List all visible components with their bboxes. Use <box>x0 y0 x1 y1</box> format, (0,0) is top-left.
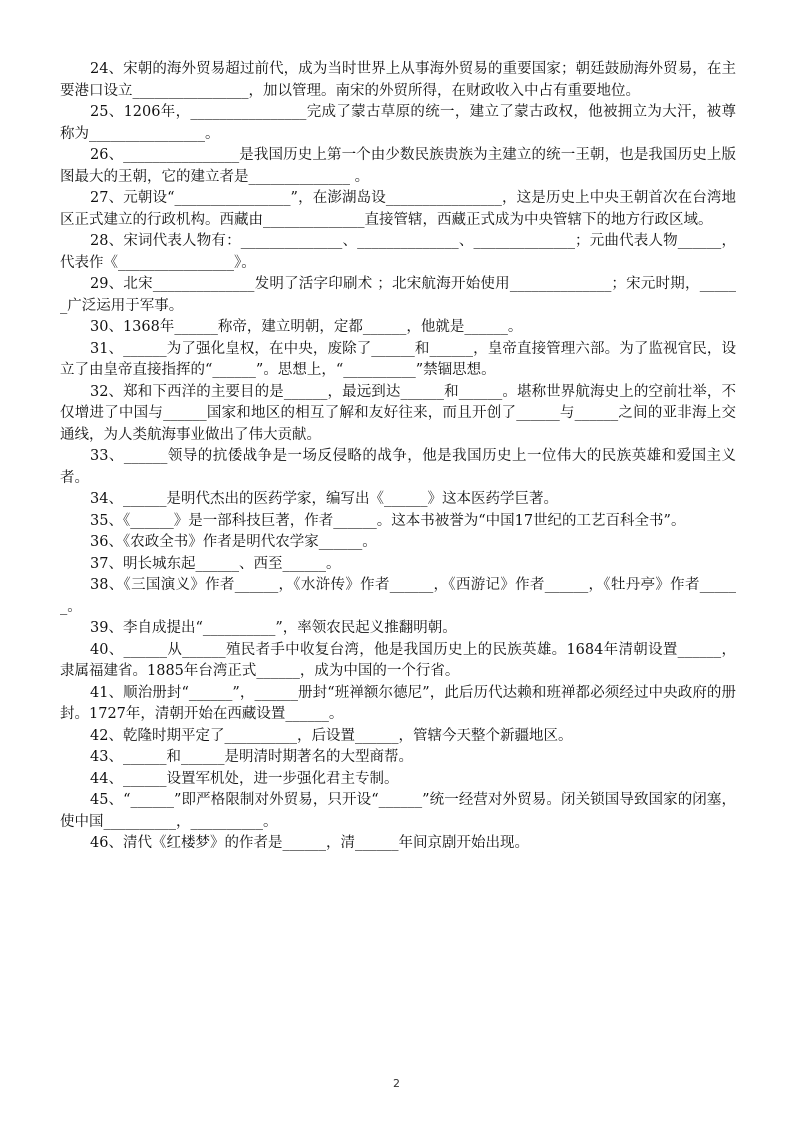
question-37: 37、明长城东起______、西至______。 <box>90 555 341 572</box>
question-31: 31、______为了强化皇权，在中央，废除了______和______，皇帝直接管理六部。为了监视官民，设立了由皇帝直接指挥的“______”。思想上，“__________”禁锢思想。 <box>60 340 736 378</box>
question-30: 30、1368年______称帝，建立明朝，定都______，他就是______。 <box>90 319 523 335</box>
question-40: 40、______从______殖民者手中收复台湾，他是我国历史上的民族英雄。1684年清朝设置______，隶属福建省。1885年台湾正式______，成为中国的一个行省。 <box>60 641 736 679</box>
question-43: 43、______和______是明清时期著名的大型商帮。 <box>90 749 413 765</box>
question-32: 32、郑和下西洋的主要目的是______，最远到达______和______。堪称世界航海史上的空前壮举，不仅增进了中国与______国家和地区的相互了解和友好往来，而且开创了______与______之间的亚非海上交通线，为人类航海事业做出了伟大贡献。 <box>60 383 736 443</box>
question-42: 42、乾隆时期平定了__________，后设置______，管辖今天整个新疆地区。 <box>90 727 573 744</box>
question-33: 33、______领导的抗倭战争是一场反侵略的战争，他是我国历史上一位伟大的民族英雄和爱国主义者。 <box>60 448 736 486</box>
question-38: 38、《三国演义》作者______，《水浒传》作者______，《西游记》作者______，《牡丹亭》作者______。 <box>60 577 736 615</box>
question-28: 28、宋词代表人物有：______________、______________、______________；元曲代表人物______，代表作《________________》。 <box>60 233 736 271</box>
question-35: 35、《______》是一部科技巨著，作者______。这本书被誉为“中国17世纪的工艺百科全书”。 <box>90 512 686 529</box>
question-27: 27、元朝设“________________”，在澎湖岛设________________，这是历史上中央王朝首次在台湾地区正式建立的行政机构。西藏由______________直接管辖，西藏正式成为中央管辖下的地方行政区域。 <box>60 190 736 228</box>
question-41: 41、顺治册封“______”，______册封“班禅额尔德尼”，此后历代达赖和班禅都必须经过中央政府的册封。1727年，清朝开始在西藏设置______。 <box>60 684 736 722</box>
question-39: 39、李自成提出“__________”，率领农民起义推翻明朝。 <box>90 620 457 636</box>
question-25: 25、1206年，________________完成了蒙古草原的统一，建立了蒙古政权，他被拥立为大汗，被尊称为________________。 <box>60 104 736 142</box>
question-46: 46、清代《红楼梦》的作者是______，清______年间京剧开始出现。 <box>90 835 529 851</box>
question-36: 36、《农政全书》作者是明代农学家______。 <box>90 534 377 550</box>
question-34: 34、______是明代杰出的医药学家，编写出《______》这本医药学巨著。 <box>90 491 558 507</box>
worksheet-body <box>60 59 736 855</box>
question-26: 26、________________是我国历史上第一个由少数民族贵族为主建立的统一王朝，也是我国历史上版图最大的王朝，它的建立者是______________ 。 <box>60 147 736 185</box>
question-44: 44、______设置军机处，进一步强化君主专制。 <box>90 770 399 787</box>
page-number: 2 <box>393 1077 400 1090</box>
question-29: 29、北宋______________发明了活字印刷术 ；北宋航海开始使用______________；宋元时期，______广泛运用于军事。 <box>60 276 736 314</box>
question-45: 45、“______”即严格限制对外贸易，只开设“______”统一经营对外贸易。闭关锁国导致国家的闭塞，使中国__________，__________。 <box>60 792 736 830</box>
question-24: 24、宋朝的海外贸易超过前代，成为当时世界上从事海外贸易的重要国家；朝廷鼓励海外贸易，在主要港口设立________________，加以管理。南宋的外贸所得，在财政收入中占有重要地位。 <box>60 61 736 99</box>
